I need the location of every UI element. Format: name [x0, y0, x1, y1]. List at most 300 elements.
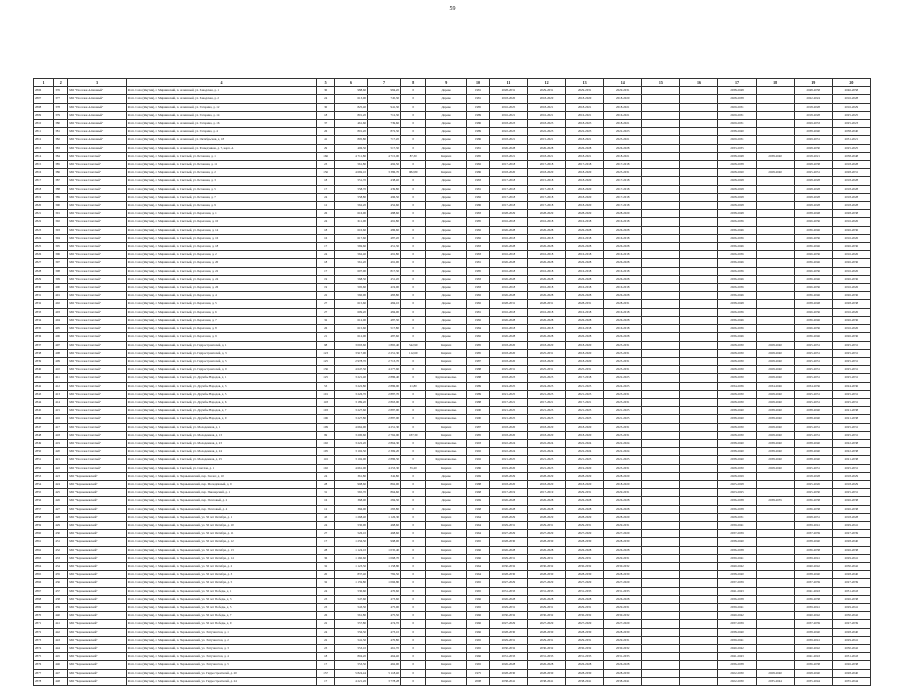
table-row	[34, 177, 871, 185]
table-cell: 2026-2036	[794, 267, 832, 275]
table-cell: 2 713,70	[368, 357, 401, 365]
table-cell: 381	[54, 128, 68, 136]
table-cell: 475,00	[368, 604, 401, 612]
table-cell: 2038-2040	[756, 448, 794, 456]
table-cell: 410	[54, 366, 68, 374]
table-cell	[642, 636, 680, 644]
table-cell: 558,80	[335, 193, 368, 201]
table-cell: Дерево	[426, 497, 467, 505]
table-cell: МО "Поселок Светлый"	[68, 243, 126, 251]
table-cell: 1982	[467, 292, 490, 300]
table-cell: 517,30	[368, 144, 401, 152]
table-cell: Дерево	[426, 111, 467, 119]
table-cell: 2 762,90	[368, 431, 401, 439]
table-row	[34, 480, 871, 488]
table-cell: 390	[54, 202, 68, 210]
table-cell: 2018-2020	[489, 357, 527, 365]
table-cell	[680, 366, 718, 374]
table-cell: 2021-2025	[604, 456, 642, 464]
table-cell: 2036-2038	[718, 661, 756, 669]
table-cell: 5 824,44	[335, 669, 368, 677]
table-cell: 2018-2020	[489, 480, 527, 488]
table-cell: 2029-2031	[604, 489, 642, 497]
table-cell: 2016-2028	[832, 95, 870, 103]
table-cell: МО "Поселок Светлый"	[68, 357, 126, 365]
table-cell: 2026-2028	[528, 497, 566, 505]
table-cell	[680, 431, 718, 439]
table-cell: Респ. Саха (Якутия), г. Мирнинский, п. Светлый, ул. Береговая, д. 6	[126, 308, 317, 316]
table-cell: 568,50	[335, 275, 368, 283]
table-cell	[642, 218, 680, 226]
table-row	[34, 677, 871, 685]
table-cell: 2841	[34, 374, 54, 382]
table-cell: 2025-2031	[794, 169, 832, 177]
table-cell: 2 863,90	[368, 398, 401, 406]
table-cell	[680, 349, 718, 357]
table-cell: 1966	[467, 628, 490, 636]
table-cell	[642, 595, 680, 603]
table-cell: 2030-2032	[489, 562, 527, 570]
table-cell: 2028-2029	[528, 210, 566, 218]
table-cell: 395	[54, 243, 68, 251]
table-row	[34, 169, 871, 177]
table-cell: 2046-2058	[832, 87, 870, 95]
table-cell: 2031-2033	[528, 653, 566, 661]
table-cell: 2036-2038	[794, 595, 832, 603]
table-cell: 2041-2043	[794, 587, 832, 595]
table-cell	[642, 489, 680, 497]
table-cell: 2035-2044	[832, 677, 870, 685]
table-cell: Респ. Саха (Якутия), г. Мирнинский, п. Светлый, ул. Дружбы Народов, д. 1	[126, 374, 317, 382]
table-cell: 2028-2028	[794, 193, 832, 201]
table-cell: 1965	[467, 645, 490, 653]
table-cell: Крупнопанельн.	[426, 390, 467, 398]
table-cell: 1982	[467, 234, 490, 242]
table-cell: МО "Поселок Светлый"	[68, 185, 126, 193]
table-cell: 0	[401, 120, 426, 128]
table-cell: 801,20	[335, 111, 368, 119]
column-header: 15	[642, 79, 680, 87]
table-cell: МО "Поселок Светлый"	[68, 193, 126, 201]
table-cell: 2848	[34, 431, 54, 439]
table-cell: Дерево	[426, 161, 467, 169]
table-cell: 452,60	[368, 202, 401, 210]
table-cell: Кирпич	[426, 669, 467, 677]
table-cell: 2 369,20	[368, 448, 401, 456]
table-cell: 2850	[34, 448, 54, 456]
table-cell: 414	[54, 398, 68, 406]
table-cell: 2018-2021	[566, 103, 604, 111]
table-cell: 2008	[467, 677, 490, 685]
table-cell: Дерево	[426, 177, 467, 185]
table-cell: 2026-2028	[604, 333, 642, 341]
table-cell: Респ. Саха (Якутия), г. Мирнинский, п. Светлый, ул. Береговая, д. 5	[126, 300, 317, 308]
table-cell: 2026-2036	[794, 234, 832, 242]
table-cell: 2016-2018	[566, 251, 604, 259]
table-cell: 2026-2028	[604, 243, 642, 251]
table-cell: 2017-2018	[566, 161, 604, 169]
table-cell: Респ. Саха (Якутия), г. Мирнинский, п. Светлый, ул. Молодежная, д. 23	[126, 439, 317, 447]
table-cell: 2028-2030	[566, 628, 604, 636]
table-cell: 2028-2030	[489, 571, 527, 579]
table-cell: 2815	[34, 161, 54, 169]
table-cell	[680, 546, 718, 554]
table-cell: 2037-2039	[794, 579, 832, 587]
table-cell: 2028-2040	[756, 464, 794, 472]
table-cell	[680, 185, 718, 193]
table-cell: Дерево	[426, 505, 467, 513]
table-cell: 2029-2031	[604, 604, 642, 612]
table-cell: 562,40	[335, 251, 368, 259]
table-cell: Респ. Саха (Якутия), г. Мирнинский, п. Чернышевский, ул. 50 лет Октября, д. 12	[126, 538, 317, 546]
table-cell: 2017-2018	[489, 202, 527, 210]
table-cell: Респ. Саха (Якутия), г. Мирнинский, п. Светлый, ул. Дружбы Народов, д. 9	[126, 415, 317, 423]
table-cell: 1989	[467, 390, 490, 398]
table-cell: 26	[317, 128, 335, 136]
table-cell: 2016-2018	[566, 267, 604, 275]
table-cell: 2808	[34, 103, 54, 111]
table-cell: Респ. Саха (Якутия), г. Мирнинский, п. Алмазный, ул. Гагарина, д. 4	[126, 128, 317, 136]
table-cell: МО "Поселок Светлый"	[68, 398, 126, 406]
table-cell: Крупнопанельн.	[426, 439, 467, 447]
table-cell	[756, 636, 794, 644]
table-cell	[642, 431, 680, 439]
table-cell: 2017-2018	[604, 161, 642, 169]
table-cell: 2816	[34, 169, 54, 177]
table-cell: 2021-2025	[489, 390, 527, 398]
table-cell: 0	[401, 357, 426, 365]
table-cell: 2025-2031	[528, 349, 566, 357]
table-cell: 2877	[34, 669, 54, 677]
table-cell: 2022-2024	[528, 439, 566, 447]
table-cell: 2025-2031	[832, 398, 870, 406]
table-cell	[642, 341, 680, 349]
table-cell: 2029-2031	[528, 87, 566, 95]
table-cell: Респ. Саха (Якутия), г. Мирнинский, п. Чернышевский, ул. 50 лет Победы, д. 7	[126, 612, 317, 620]
table-cell: 2018-2020	[566, 357, 604, 365]
table-cell: 396	[54, 251, 68, 259]
table-cell: 12	[317, 505, 335, 513]
table-cell: 2041-2043	[718, 587, 756, 595]
table-cell: 2016-2018	[528, 284, 566, 292]
table-cell: 2040-2042	[794, 612, 832, 620]
table-cell: 717,20	[368, 136, 401, 144]
table-cell: Респ. Саха (Якутия), г. Мирнинский, п. Алмазный, ул. Разведчиков, д. 7, корп. А	[126, 144, 317, 152]
table-cell: 2018-2023	[489, 120, 527, 128]
table-cell: Дерево	[426, 193, 467, 201]
table-cell: 392	[54, 218, 68, 226]
table-cell: 2028-2038	[832, 300, 870, 308]
table-cell: 2027-2029	[528, 579, 566, 587]
table-cell: 2026-2028	[566, 316, 604, 324]
table-cell: МО "Поселок Светлый"	[68, 431, 126, 439]
table-cell: 0	[401, 538, 426, 546]
table-cell: 982,80	[401, 169, 426, 177]
table-cell: 2028-2030	[718, 357, 756, 365]
table-cell: 2035-2044	[756, 677, 794, 685]
table-cell: 2028-2040	[756, 390, 794, 398]
table-cell: 804,20	[335, 653, 368, 661]
table-cell: 2025-2031	[489, 366, 527, 374]
table-cell: МО "Чернышевский"	[68, 505, 126, 513]
table-cell: Кирпич	[426, 653, 467, 661]
table-cell: 2823	[34, 226, 54, 234]
table-cell: Респ. Саха (Якутия), г. Мирнинский, п. Светлый, ул. Гидростроителей, д. 3	[126, 349, 317, 357]
table-cell: 431	[54, 538, 68, 546]
table-cell	[642, 620, 680, 628]
table-cell: 98	[317, 341, 335, 349]
column-header: 12	[528, 79, 566, 87]
table-cell	[756, 120, 794, 128]
table-cell: 2028-2040	[756, 349, 794, 357]
table-cell: 2026-2036	[718, 325, 756, 333]
table-cell: 2036-2046	[794, 333, 832, 341]
table-cell	[642, 464, 680, 472]
table-cell: 2029-2031	[718, 120, 756, 128]
table-cell: 5 118,40	[368, 669, 401, 677]
table-cell: 2037-2039	[718, 620, 756, 628]
table-cell	[680, 325, 718, 333]
table-cell	[642, 628, 680, 636]
table-cell: Респ. Саха (Якутия), г. Мирнинский, п. Чернышевский, ул. 50 лет Октября, д. 5	[126, 579, 317, 587]
table-cell: 2028-2030	[566, 538, 604, 546]
header-row	[34, 79, 871, 87]
table-cell: 0	[401, 259, 426, 267]
table-cell: 2016-2018	[528, 308, 566, 316]
table-cell: 461,70	[368, 645, 401, 653]
table-row	[34, 218, 871, 226]
table-cell	[642, 653, 680, 661]
table-cell: 2026-2028	[489, 243, 527, 251]
table-cell: 3 192,00	[335, 456, 368, 464]
table-cell: 3 222,20	[335, 439, 368, 447]
table-cell: 473,10	[368, 628, 401, 636]
table-cell: 2028-2029	[528, 472, 566, 480]
table-cell: 0	[401, 398, 426, 406]
table-cell: 2810	[34, 120, 54, 128]
table-cell	[756, 612, 794, 620]
table-cell	[680, 579, 718, 587]
table-cell: 2018-2020	[566, 202, 604, 210]
table-cell: 0	[401, 612, 426, 620]
table-cell: 2038-2040	[718, 128, 756, 136]
table-row	[34, 234, 871, 242]
table-row	[34, 243, 871, 251]
table-cell: 487,30	[368, 316, 401, 324]
table-cell: 1966	[467, 612, 490, 620]
table-cell: Респ. Саха (Якутия), г. Мирнинский, п. Светлый, ул. Бетонная, д. 3	[126, 177, 317, 185]
table-cell: 2025-2031	[794, 423, 832, 431]
table-cell: 517,80	[368, 325, 401, 333]
table-cell: 430	[54, 530, 68, 538]
table-cell: Кирпич	[426, 431, 467, 439]
table-cell: 2019-2020	[489, 464, 527, 472]
table-cell: Кирпич	[426, 480, 467, 488]
table-cell: 2040-2042	[718, 562, 756, 570]
table-cell: 0	[401, 480, 426, 488]
table-cell: 2030-2032	[604, 612, 642, 620]
table-cell: 2041-2043	[794, 653, 832, 661]
table-cell: 2017-2018	[489, 177, 527, 185]
table-cell: 1982	[467, 333, 490, 341]
table-cell	[756, 546, 794, 554]
table-cell: 1981	[467, 308, 490, 316]
table-cell: 2018-2028	[832, 177, 870, 185]
table-cell: МО "Чернышевский"	[68, 571, 126, 579]
table-cell: 2028-2040	[794, 669, 832, 677]
table-cell: 2862	[34, 546, 54, 554]
table-cell: 2026-2036	[718, 218, 756, 226]
table-cell	[642, 538, 680, 546]
table-cell: 617,60	[335, 234, 368, 242]
table-cell: 2016-2018	[489, 218, 527, 226]
table-cell: Кирпич	[426, 530, 467, 538]
table-cell	[680, 316, 718, 324]
table-cell: 23	[317, 161, 335, 169]
table-row	[34, 439, 871, 447]
table-cell: Дерево	[426, 316, 467, 324]
table-cell: 440	[54, 612, 68, 620]
table-cell: 615,60	[335, 300, 368, 308]
table-cell	[642, 390, 680, 398]
table-cell: 2031-2033	[489, 587, 527, 595]
table-cell: 712,30	[368, 111, 401, 119]
table-cell	[756, 521, 794, 529]
table-cell: 2839	[34, 357, 54, 365]
table-cell	[642, 152, 680, 160]
table-cell: 2038-2040	[794, 456, 832, 464]
column-header: 3	[68, 79, 126, 87]
table-cell: 2027-2039	[832, 620, 870, 628]
table-cell: 872,30	[368, 128, 401, 136]
table-cell: 2026-2036	[832, 316, 870, 324]
table-cell: МО "Чернышевский"	[68, 669, 126, 677]
table-cell	[642, 480, 680, 488]
table-cell: 2028-2030	[528, 538, 566, 546]
table-cell: 2029-2031	[489, 604, 527, 612]
table-cell: 2017-2018	[604, 177, 642, 185]
table-cell	[642, 292, 680, 300]
table-cell: 2031-2033	[566, 587, 604, 595]
table-cell	[756, 480, 794, 488]
table-cell: 2025-2031	[832, 349, 870, 357]
table-cell: 22	[317, 292, 335, 300]
table-cell: 2028-2038	[794, 161, 832, 169]
table-cell	[680, 505, 718, 513]
table-cell: 2021-2025	[566, 407, 604, 415]
table-cell: 2029-2031	[604, 87, 642, 95]
table-cell: 18	[317, 226, 335, 234]
table-row	[34, 505, 871, 513]
table-cell: 611,00	[335, 218, 368, 226]
table-cell	[642, 103, 680, 111]
table-cell: 0	[401, 316, 426, 324]
table-cell: МО "Поселок Светлый"	[68, 366, 126, 374]
table-cell	[680, 95, 718, 103]
table-cell: Кирпич	[426, 464, 467, 472]
table-cell	[680, 128, 718, 136]
table-cell: 2018-2028	[794, 111, 832, 119]
table-cell: 1981	[467, 185, 490, 193]
table-cell	[680, 423, 718, 431]
table-cell: 610,60	[335, 226, 368, 234]
table-cell: 419,00	[368, 284, 401, 292]
table-cell: МО "Поселок Алмазный"	[68, 103, 126, 111]
table-cell: 24	[317, 251, 335, 259]
table-cell	[680, 226, 718, 234]
table-cell: 2 864,30	[368, 439, 401, 447]
table-cell: Дерево	[426, 128, 467, 136]
table-cell: 2028-2040	[756, 669, 794, 677]
table-cell: 2016-2029	[832, 103, 870, 111]
table-cell: 2025-2031	[604, 366, 642, 374]
table-row	[34, 87, 871, 95]
table-cell: 368,00	[335, 497, 368, 505]
table-row	[34, 604, 871, 612]
table-cell: 2025-2031	[832, 374, 870, 382]
table-cell: 1988	[467, 374, 490, 382]
table-cell: 2018-2029	[832, 472, 870, 480]
table-cell: 385	[54, 161, 68, 169]
table-cell: 2017-2018	[528, 161, 566, 169]
table-cell: МО "Чернышевский"	[68, 489, 126, 497]
table-cell: 103	[317, 407, 335, 415]
table-cell: 2018-2021	[604, 103, 642, 111]
table-cell: 2031-2033	[528, 587, 566, 595]
table-cell: 2814	[34, 152, 54, 160]
table-cell: 462,00	[368, 661, 401, 669]
table-cell: 2038-2041	[604, 677, 642, 685]
table-cell: 2028-2029	[566, 472, 604, 480]
table-cell	[680, 120, 718, 128]
table-cell: 1 159,80	[335, 579, 368, 587]
table-cell: 2025-2031	[604, 357, 642, 365]
table-cell: 1985	[467, 152, 490, 160]
table-cell: 2038-2040	[718, 538, 756, 546]
table-cell	[680, 341, 718, 349]
table-cell	[680, 103, 718, 111]
table-cell: 2819	[34, 193, 54, 201]
table-cell: 0	[401, 251, 426, 259]
table-cell: 2026-2028	[489, 333, 527, 341]
table-cell: 376	[54, 87, 68, 95]
table-cell: 2028-2030	[794, 144, 832, 152]
table-cell: Респ. Саха (Якутия), г. Мирнинский, п. Светлый, ул. Бетонная, д. 2	[126, 169, 317, 177]
table-cell	[680, 407, 718, 415]
table-cell: 187,30	[401, 431, 426, 439]
table-cell: 53	[317, 382, 335, 390]
table-cell: 2036-2046	[718, 292, 756, 300]
table-cell	[642, 513, 680, 521]
table-cell	[680, 448, 718, 456]
table-cell: 2832	[34, 300, 54, 308]
table-cell: 2869	[34, 604, 54, 612]
table-cell: 2037-2039	[718, 530, 756, 538]
table-cell: 1984	[467, 325, 490, 333]
table-cell: 2016-2018	[528, 325, 566, 333]
table-cell: 2028-2029	[489, 513, 527, 521]
table-cell: 2035-2044	[794, 677, 832, 685]
table-cell: 2820	[34, 202, 54, 210]
table-cell: 2036-2046	[718, 243, 756, 251]
table-row	[34, 161, 871, 169]
column-header: 2	[54, 79, 68, 87]
table-cell: 419	[54, 439, 68, 447]
table-cell	[680, 620, 718, 628]
table-cell: 2855	[34, 489, 54, 497]
table-cell: 616,90	[335, 210, 368, 218]
table-cell: Кирпич	[426, 645, 467, 653]
